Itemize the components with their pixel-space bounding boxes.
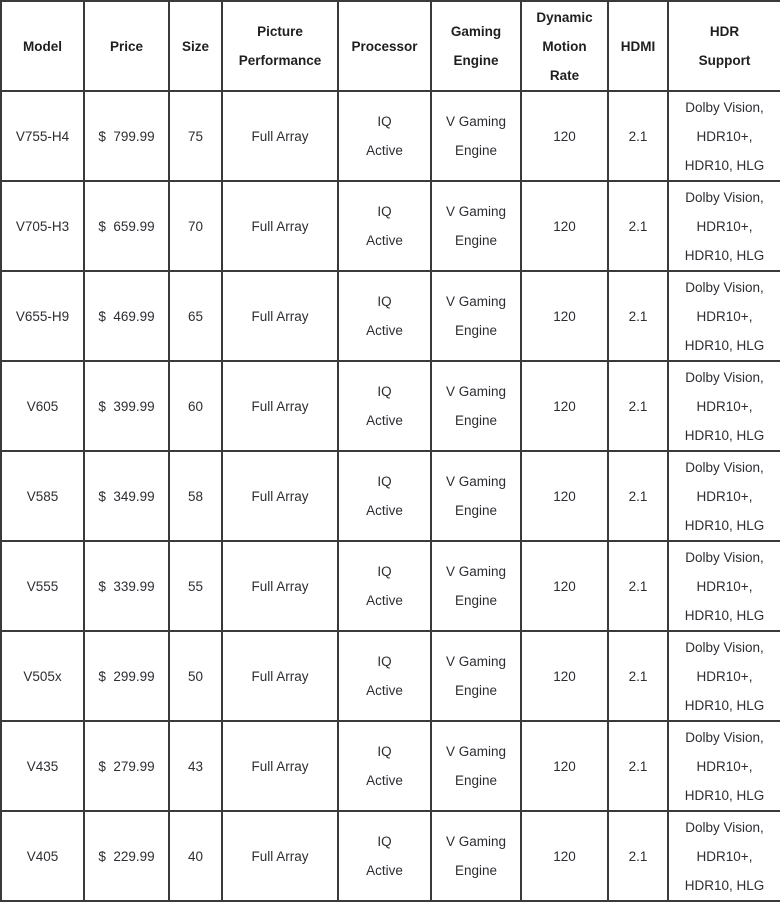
picture-performance-value: Full Array xyxy=(251,308,309,324)
cell-size xyxy=(169,721,222,811)
model-value: V705-H3 xyxy=(15,218,70,234)
dynamic-motion-rate-value: 120 xyxy=(553,848,576,864)
cell-dynamic-motion-rate xyxy=(521,271,608,361)
hdr-support-value-line: HDR10+, xyxy=(696,488,753,504)
hdr-support-value-line: Dolby Vision, xyxy=(685,189,764,205)
dynamic-motion-rate-value: 120 xyxy=(553,758,576,774)
processor-value-line: Active xyxy=(366,233,403,248)
table-row xyxy=(1,451,780,541)
hdr-support-value-line: HDR10+, xyxy=(696,308,753,324)
cell-hdr-support xyxy=(668,721,780,811)
hdr-support-value-line: HDR10+, xyxy=(696,218,753,234)
hdmi-value: 2.1 xyxy=(628,758,648,774)
cell-model xyxy=(1,721,84,811)
cell-gaming-engine xyxy=(431,631,521,721)
hdr-support-value-line: Dolby Vision, xyxy=(685,639,764,655)
cell-gaming-engine xyxy=(431,811,521,901)
cell-hdr-support xyxy=(668,271,780,361)
gaming-engine-value-line: V Gaming xyxy=(445,564,507,579)
processor-value-line: IQ xyxy=(377,474,392,489)
hdr-support-value-line: HDR10+, xyxy=(696,668,753,684)
cell-size xyxy=(169,541,222,631)
col-header-price xyxy=(84,1,169,91)
gaming-engine-value-line: V Gaming xyxy=(445,294,507,309)
cell-size xyxy=(169,181,222,271)
gaming-engine-value-line: V Gaming xyxy=(445,114,507,129)
processor-value-line: IQ xyxy=(377,384,392,399)
cell-dynamic-motion-rate xyxy=(521,631,608,721)
price-value: $ 799.99 xyxy=(98,128,155,144)
processor-value-line: IQ xyxy=(377,654,392,669)
cell-model xyxy=(1,811,84,901)
model-value: V555 xyxy=(26,578,59,594)
hdr-support-value-line: Dolby Vision, xyxy=(685,369,764,385)
gaming-engine-value-line: Engine xyxy=(454,593,498,608)
processor-value-line: Active xyxy=(366,773,403,788)
size-value: 70 xyxy=(187,218,204,234)
processor-value-line: Active xyxy=(366,593,403,608)
hdr-support-value-line: HDR10+, xyxy=(696,848,753,864)
header-label-line: Rate xyxy=(549,67,580,83)
cell-gaming-engine xyxy=(431,541,521,631)
picture-performance-value: Full Array xyxy=(251,578,309,594)
price-value: $ 349.99 xyxy=(98,488,155,504)
cell-gaming-engine xyxy=(431,451,521,541)
cell-hdmi xyxy=(608,811,668,901)
cell-processor xyxy=(338,181,431,271)
header-label-line: Dynamic xyxy=(536,9,593,25)
picture-performance-value: Full Array xyxy=(251,758,309,774)
col-header-size xyxy=(169,1,222,91)
model-value: V435 xyxy=(26,758,59,774)
cell-hdmi xyxy=(608,91,668,181)
header-label-line: Support xyxy=(698,53,751,68)
model-value: V405 xyxy=(26,848,59,864)
table-row xyxy=(1,271,780,361)
cell-model xyxy=(1,451,84,541)
model-value: V755-H4 xyxy=(15,128,70,144)
processor-value-line: Active xyxy=(366,503,403,518)
hdr-support-value-line: HDR10, HLG xyxy=(684,697,765,713)
cell-hdmi xyxy=(608,721,668,811)
dynamic-motion-rate-value: 120 xyxy=(553,128,576,144)
hdmi-value: 2.1 xyxy=(628,308,648,324)
hdr-support-value-line: HDR10+, xyxy=(696,398,753,414)
cell-size xyxy=(169,451,222,541)
hdr-support-value-line: HDR10+, xyxy=(696,128,753,144)
processor-value-line: IQ xyxy=(377,294,392,309)
processor-value-line: IQ xyxy=(377,114,392,129)
cell-price xyxy=(84,631,169,721)
cell-processor xyxy=(338,541,431,631)
cell-gaming-engine xyxy=(431,721,521,811)
hdr-support-value-line: HDR10+, xyxy=(696,758,753,774)
gaming-engine-value-line: Engine xyxy=(454,323,498,338)
cell-processor xyxy=(338,91,431,181)
cell-hdr-support xyxy=(668,541,780,631)
size-value: 50 xyxy=(187,668,204,684)
processor-value-line: Active xyxy=(366,683,403,698)
cell-picture-performance xyxy=(222,541,338,631)
cell-dynamic-motion-rate xyxy=(521,91,608,181)
price-value: $ 229.99 xyxy=(98,848,155,864)
cell-gaming-engine xyxy=(431,91,521,181)
cell-price xyxy=(84,451,169,541)
table-row xyxy=(1,631,780,721)
cell-hdmi xyxy=(608,361,668,451)
cell-dynamic-motion-rate xyxy=(521,811,608,901)
table-row xyxy=(1,811,780,901)
cell-dynamic-motion-rate xyxy=(521,361,608,451)
gaming-engine-value-line: Engine xyxy=(454,233,498,248)
gaming-engine-value-line: V Gaming xyxy=(445,834,507,849)
hdr-support-value-line: Dolby Vision, xyxy=(685,819,764,835)
col-header-processor xyxy=(338,1,431,91)
cell-picture-performance xyxy=(222,721,338,811)
processor-value-line: IQ xyxy=(377,834,392,849)
col-header-gaming-engine xyxy=(431,1,521,91)
processor-value-line: Active xyxy=(366,863,403,878)
hdr-support-value-line: HDR10, HLG xyxy=(684,157,765,173)
header-label-line: Gaming xyxy=(450,24,502,39)
cell-gaming-engine xyxy=(431,271,521,361)
hdmi-value: 2.1 xyxy=(628,398,648,414)
hdmi-value: 2.1 xyxy=(628,578,648,594)
table-row xyxy=(1,541,780,631)
cell-model xyxy=(1,181,84,271)
cell-processor xyxy=(338,451,431,541)
dynamic-motion-rate-value: 120 xyxy=(553,668,576,684)
col-header-picture-performance xyxy=(222,1,338,91)
gaming-engine-value-line: Engine xyxy=(454,503,498,518)
price-value: $ 339.99 xyxy=(98,578,155,594)
header-label-line: Model xyxy=(23,38,62,54)
cell-model xyxy=(1,361,84,451)
hdr-support-value-line: HDR10, HLG xyxy=(684,607,765,623)
hdr-support-value-line: Dolby Vision, xyxy=(685,549,764,565)
cell-hdr-support xyxy=(668,631,780,721)
table-body xyxy=(1,91,780,901)
cell-processor xyxy=(338,721,431,811)
cell-hdr-support xyxy=(668,811,780,901)
size-value: 40 xyxy=(187,848,204,864)
hdr-support-value-line: HDR10, HLG xyxy=(684,877,765,893)
header-label-line: HDR xyxy=(709,24,740,39)
size-value: 55 xyxy=(187,578,204,594)
hdr-support-value-line: HDR10, HLG xyxy=(684,427,765,443)
cell-hdr-support xyxy=(668,181,780,271)
cell-model xyxy=(1,91,84,181)
cell-picture-performance xyxy=(222,361,338,451)
cell-model xyxy=(1,271,84,361)
gaming-engine-value-line: V Gaming xyxy=(445,384,507,399)
picture-performance-value: Full Array xyxy=(251,668,309,684)
cell-processor xyxy=(338,271,431,361)
hdr-support-value-line: HDR10+, xyxy=(696,578,753,594)
header-label-line: Performance xyxy=(238,53,322,68)
cell-price xyxy=(84,811,169,901)
cell-picture-performance xyxy=(222,91,338,181)
cell-hdr-support xyxy=(668,91,780,181)
cell-size xyxy=(169,271,222,361)
processor-value-line: Active xyxy=(366,323,403,338)
hdmi-value: 2.1 xyxy=(628,488,648,504)
cell-price xyxy=(84,541,169,631)
col-header-hdmi xyxy=(608,1,668,91)
gaming-engine-value-line: Engine xyxy=(454,683,498,698)
processor-value-line: IQ xyxy=(377,204,392,219)
cell-picture-performance xyxy=(222,451,338,541)
hdr-support-value-line: HDR10, HLG xyxy=(684,787,765,803)
cell-processor xyxy=(338,811,431,901)
dynamic-motion-rate-value: 120 xyxy=(553,218,576,234)
cell-price xyxy=(84,91,169,181)
cell-hdr-support xyxy=(668,451,780,541)
cell-size xyxy=(169,91,222,181)
hdmi-value: 2.1 xyxy=(628,848,648,864)
table-row xyxy=(1,91,780,181)
hdr-support-value-line: HDR10, HLG xyxy=(684,247,765,263)
cell-processor xyxy=(338,361,431,451)
dynamic-motion-rate-value: 120 xyxy=(553,398,576,414)
cell-processor xyxy=(338,631,431,721)
cell-model xyxy=(1,541,84,631)
cell-hdmi xyxy=(608,181,668,271)
header-label-line: Processor xyxy=(351,38,418,54)
gaming-engine-value-line: Engine xyxy=(454,413,498,428)
cell-picture-performance xyxy=(222,631,338,721)
processor-value-line: Active xyxy=(366,143,403,158)
table-row xyxy=(1,361,780,451)
picture-performance-value: Full Array xyxy=(251,398,309,414)
size-value: 43 xyxy=(187,758,204,774)
hdr-support-value-line: Dolby Vision, xyxy=(685,99,764,115)
col-header-hdr-support xyxy=(668,1,780,91)
cell-price xyxy=(84,721,169,811)
cell-hdmi xyxy=(608,451,668,541)
cell-price xyxy=(84,181,169,271)
picture-performance-value: Full Array xyxy=(251,848,309,864)
cell-dynamic-motion-rate xyxy=(521,541,608,631)
price-value: $ 469.99 xyxy=(98,308,155,324)
size-value: 65 xyxy=(187,308,204,324)
gaming-engine-value-line: Engine xyxy=(454,143,498,158)
picture-performance-value: Full Array xyxy=(251,488,309,504)
cell-picture-performance xyxy=(222,181,338,271)
processor-value-line: Active xyxy=(366,413,403,428)
hdr-support-value-line: Dolby Vision, xyxy=(685,279,764,295)
price-value: $ 299.99 xyxy=(98,668,155,684)
model-value: V585 xyxy=(26,488,59,504)
header-label-line: Picture xyxy=(257,24,303,39)
cell-gaming-engine xyxy=(431,181,521,271)
cell-dynamic-motion-rate xyxy=(521,721,608,811)
hdmi-value: 2.1 xyxy=(628,218,648,234)
cell-hdmi xyxy=(608,631,668,721)
price-value: $ 659.99 xyxy=(98,218,155,234)
hdmi-value: 2.1 xyxy=(628,668,648,684)
hdr-support-value-line: HDR10, HLG xyxy=(684,337,765,353)
table-header-row xyxy=(1,1,780,91)
size-value: 58 xyxy=(187,488,204,504)
model-value: V605 xyxy=(26,398,59,414)
header-label-line: Size xyxy=(181,38,209,54)
cell-hdr-support xyxy=(668,361,780,451)
header-label-line: Engine xyxy=(453,53,499,68)
cell-price xyxy=(84,271,169,361)
header-label-line: Price xyxy=(109,38,144,54)
col-header-model xyxy=(1,1,84,91)
price-value: $ 279.99 xyxy=(98,758,155,774)
picture-performance-value: Full Array xyxy=(251,128,309,144)
model-value: V505x xyxy=(23,668,62,684)
gaming-engine-value-line: V Gaming xyxy=(445,654,507,669)
cell-dynamic-motion-rate xyxy=(521,181,608,271)
cell-picture-performance xyxy=(222,811,338,901)
gaming-engine-value-line: Engine xyxy=(454,863,498,878)
col-header-dynamic-motion-rate xyxy=(521,1,608,91)
cell-hdmi xyxy=(608,541,668,631)
price-value: $ 399.99 xyxy=(98,398,155,414)
gaming-engine-value-line: V Gaming xyxy=(445,474,507,489)
gaming-engine-value-line: Engine xyxy=(454,773,498,788)
dynamic-motion-rate-value: 120 xyxy=(553,578,576,594)
table-row xyxy=(1,721,780,811)
header-label-line: Motion xyxy=(542,38,587,54)
hdr-support-value-line: Dolby Vision, xyxy=(685,729,764,745)
cell-price xyxy=(84,361,169,451)
size-value: 75 xyxy=(187,128,204,144)
cell-size xyxy=(169,811,222,901)
cell-dynamic-motion-rate xyxy=(521,451,608,541)
dynamic-motion-rate-value: 120 xyxy=(553,488,576,504)
header-label-line: HDMI xyxy=(620,38,656,54)
cell-picture-performance xyxy=(222,271,338,361)
processor-value-line: IQ xyxy=(377,564,392,579)
cell-gaming-engine xyxy=(431,361,521,451)
picture-performance-value: Full Array xyxy=(251,218,309,234)
hdr-support-value-line: HDR10, HLG xyxy=(684,517,765,533)
dynamic-motion-rate-value: 120 xyxy=(553,308,576,324)
hdr-support-value-line: Dolby Vision, xyxy=(685,459,764,475)
processor-value-line: IQ xyxy=(377,744,392,759)
cell-size xyxy=(169,361,222,451)
gaming-engine-value-line: V Gaming xyxy=(445,204,507,219)
size-value: 60 xyxy=(187,398,204,414)
table-row xyxy=(1,181,780,271)
cell-size xyxy=(169,631,222,721)
model-value: V655-H9 xyxy=(15,308,70,324)
cell-hdmi xyxy=(608,271,668,361)
hdmi-value: 2.1 xyxy=(628,128,648,144)
cell-model xyxy=(1,631,84,721)
gaming-engine-value-line: V Gaming xyxy=(445,744,507,759)
